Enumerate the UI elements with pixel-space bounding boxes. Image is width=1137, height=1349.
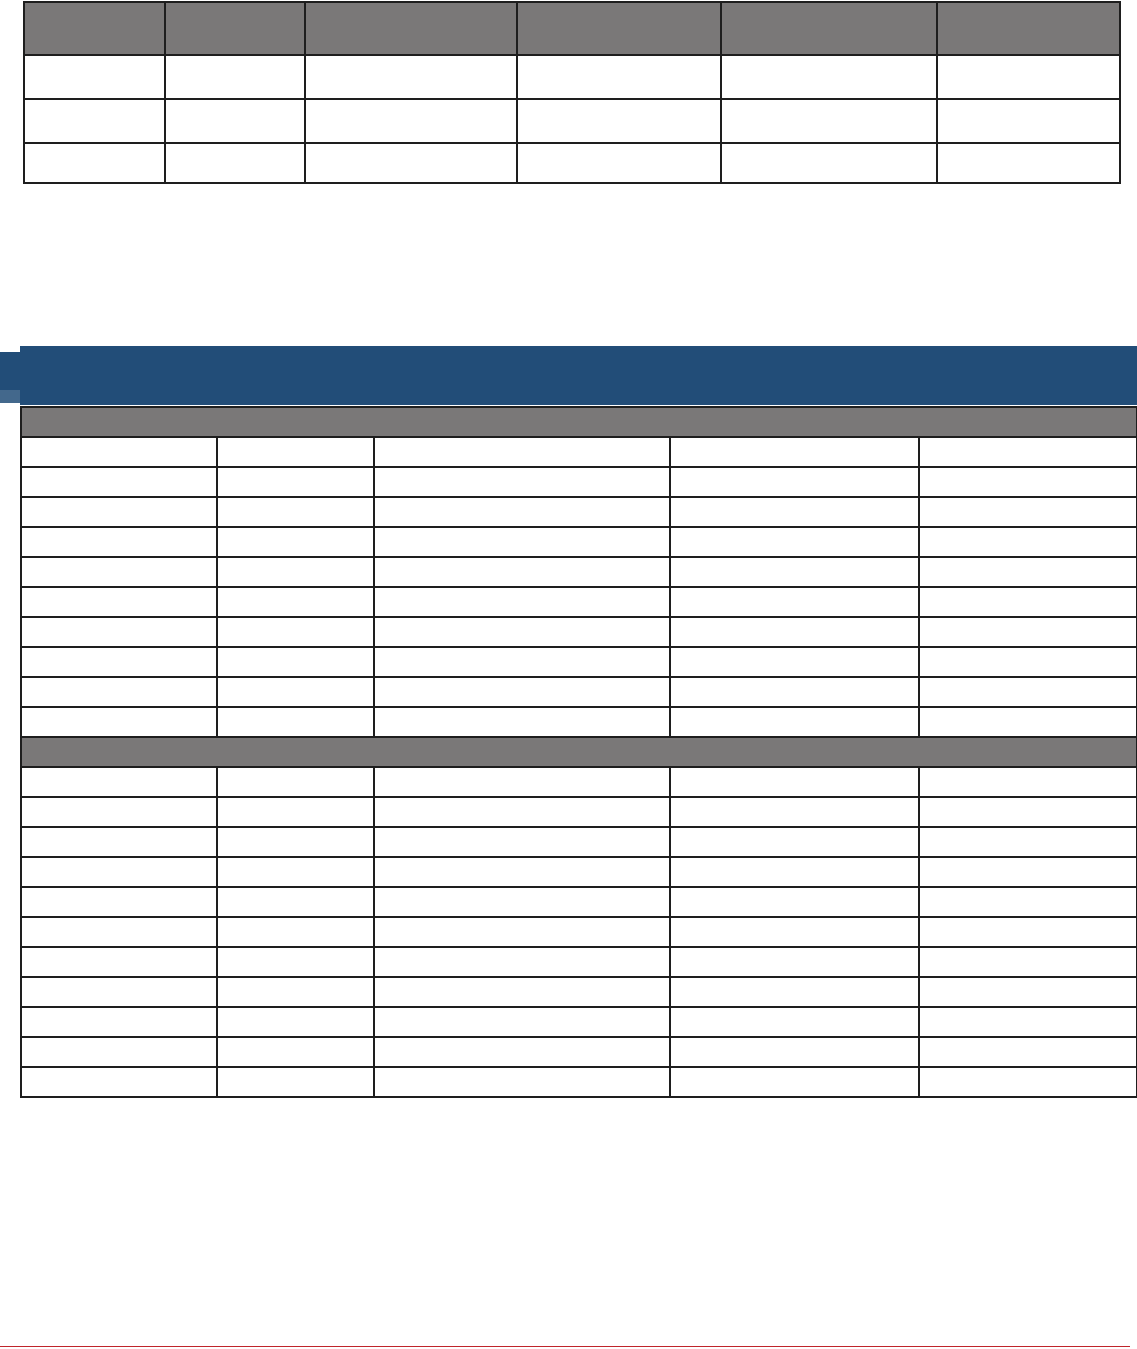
detail-table-cell (21, 857, 217, 887)
summary-table (23, 1, 1121, 184)
detail-table-cell (670, 707, 919, 737)
summary-table-cell (721, 99, 937, 143)
summary-header-cell (165, 2, 305, 55)
detail-table-cell (919, 557, 1137, 587)
detail-table-cell (919, 887, 1137, 917)
summary-header-cell (721, 2, 937, 55)
detail-table-cell (217, 587, 374, 617)
detail-table-cell (670, 557, 919, 587)
detail-table-cell (670, 827, 919, 857)
summary-table-cell (721, 143, 937, 183)
detail-table-row (21, 1037, 1137, 1067)
summary-table-cell (517, 99, 721, 143)
summary-table-cell (24, 143, 165, 183)
detail-table-cell (217, 557, 374, 587)
summary-table-cell (937, 99, 1120, 143)
banner-tab (0, 352, 20, 390)
summary-table-row (24, 99, 1120, 143)
detail-table-cell (374, 437, 670, 467)
summary-table-cell (24, 99, 165, 143)
summary-table-row (24, 143, 1120, 183)
detail-table-cell (919, 767, 1137, 797)
detail-table-cell (670, 917, 919, 947)
detail-table-cell (21, 527, 217, 557)
detail-table-cell (670, 1067, 919, 1097)
detail-table-row (21, 977, 1137, 1007)
summary-table-cell (165, 99, 305, 143)
detail-table-row (21, 437, 1137, 467)
detail-table-row (21, 797, 1137, 827)
detail-table-cell (217, 1037, 374, 1067)
detail-table-cell (374, 557, 670, 587)
detail-table-cell (374, 827, 670, 857)
detail-table-cell (21, 1037, 217, 1067)
detail-table-cell (374, 527, 670, 557)
detail-table-row (21, 527, 1137, 557)
detail-table-cell (670, 767, 919, 797)
detail-table-cell (217, 977, 374, 1007)
detail-table-cell (21, 437, 217, 467)
detail-table-cell (374, 587, 670, 617)
detail-table-cell (919, 827, 1137, 857)
detail-table-cell (374, 497, 670, 527)
detail-table-cell (217, 677, 374, 707)
detail-table-cell (374, 1007, 670, 1037)
summary-table-header-row (24, 2, 1120, 55)
detail-table-cell (217, 617, 374, 647)
detail-table-row (21, 707, 1137, 737)
detail-table-cell (217, 917, 374, 947)
detail-table-cell (217, 797, 374, 827)
summary-header-cell (305, 2, 517, 55)
detail-table-row (21, 497, 1137, 527)
detail-table-cell (217, 437, 374, 467)
detail-table-row (21, 617, 1137, 647)
detail-table-cell (670, 587, 919, 617)
detail-table-cell (670, 617, 919, 647)
detail-table-cell (919, 647, 1137, 677)
detail-table-cell (670, 797, 919, 827)
detail-table-cell (21, 497, 217, 527)
detail-table-cell (374, 887, 670, 917)
detail-table-cell (919, 497, 1137, 527)
detail-table-cell (21, 647, 217, 677)
detail-table-cell (21, 707, 217, 737)
detail-table-row (21, 857, 1137, 887)
detail-group-header-row (21, 737, 1137, 767)
detail-table-cell (217, 1007, 374, 1037)
summary-table-cell (721, 55, 937, 99)
detail-table-row (21, 557, 1137, 587)
detail-table-cell (217, 947, 374, 977)
summary-table-cell (937, 55, 1120, 99)
detail-table-row (21, 467, 1137, 497)
detail-table-cell (217, 1067, 374, 1097)
detail-table-cell (919, 1037, 1137, 1067)
detail-table-cell (21, 1007, 217, 1037)
detail-group-header (21, 407, 1137, 437)
detail-table-cell (374, 857, 670, 887)
detail-table-cell (374, 467, 670, 497)
detail-table-cell (919, 677, 1137, 707)
detail-table-cell (21, 797, 217, 827)
detail-table-cell (670, 647, 919, 677)
summary-table-cell (305, 143, 517, 183)
detail-table-cell (374, 947, 670, 977)
detail-table-cell (670, 977, 919, 1007)
detail-table-cell (217, 527, 374, 557)
summary-table-cell (305, 55, 517, 99)
detail-table-row (21, 767, 1137, 797)
detail-table (20, 406, 1137, 1098)
detail-table-cell (374, 797, 670, 827)
detail-table-cell (670, 527, 919, 557)
detail-table-row (21, 1007, 1137, 1037)
detail-table-cell (374, 917, 670, 947)
detail-table-row (21, 917, 1137, 947)
banner-notch (0, 390, 20, 403)
detail-table-cell (374, 617, 670, 647)
detail-group-header (21, 737, 1137, 767)
detail-table-cell (374, 767, 670, 797)
detail-table-cell (21, 587, 217, 617)
summary-table-cell (305, 99, 517, 143)
detail-table-cell (217, 827, 374, 857)
detail-table-cell (217, 647, 374, 677)
detail-table-cell (217, 707, 374, 737)
detail-table-cell (670, 857, 919, 887)
section-banner (20, 346, 1137, 405)
summary-table-cell (165, 55, 305, 99)
summary-table-cell (24, 55, 165, 99)
detail-table-cell (670, 677, 919, 707)
detail-table-cell (919, 947, 1137, 977)
detail-table-cell (374, 1067, 670, 1097)
detail-table-cell (919, 857, 1137, 887)
detail-table-cell (919, 587, 1137, 617)
detail-table-cell (217, 857, 374, 887)
detail-table-cell (21, 767, 217, 797)
detail-table-row (21, 947, 1137, 977)
summary-table-cell (517, 143, 721, 183)
detail-table-cell (21, 917, 217, 947)
detail-table-row (21, 647, 1137, 677)
detail-table-row (21, 887, 1137, 917)
summary-header-cell (937, 2, 1120, 55)
detail-table-cell (374, 977, 670, 1007)
detail-table-cell (374, 1037, 670, 1067)
detail-table-cell (374, 647, 670, 677)
detail-table-row (21, 827, 1137, 857)
detail-table-row (21, 587, 1137, 617)
detail-table-cell (670, 497, 919, 527)
detail-table-cell (21, 557, 217, 587)
detail-table-cell (21, 977, 217, 1007)
summary-table-row (24, 55, 1120, 99)
detail-table-cell (670, 1037, 919, 1067)
summary-table-cell (165, 143, 305, 183)
detail-table-cell (919, 707, 1137, 737)
detail-table-row (21, 677, 1137, 707)
detail-table-cell (374, 677, 670, 707)
summary-header-cell (24, 2, 165, 55)
detail-table-cell (21, 1067, 217, 1097)
detail-table-cell (919, 1007, 1137, 1037)
detail-table-cell (21, 617, 217, 647)
summary-header-cell (517, 2, 721, 55)
detail-table-cell (217, 887, 374, 917)
detail-table-cell (374, 707, 670, 737)
detail-table-row (21, 1067, 1137, 1097)
detail-table-cell (670, 1007, 919, 1037)
detail-table-cell (670, 947, 919, 977)
detail-table-cell (21, 677, 217, 707)
detail-table-cell (919, 977, 1137, 1007)
detail-table-cell (670, 887, 919, 917)
detail-table-cell (217, 497, 374, 527)
detail-table-cell (919, 467, 1137, 497)
detail-table-cell (21, 947, 217, 977)
detail-table-cell (919, 527, 1137, 557)
detail-group-header-row (21, 407, 1137, 437)
detail-table-cell (919, 917, 1137, 947)
detail-table-cell (670, 437, 919, 467)
detail-table-cell (919, 617, 1137, 647)
footer-rule (0, 1346, 1130, 1347)
detail-table-cell (217, 467, 374, 497)
detail-table-cell (21, 887, 217, 917)
summary-table-cell (517, 55, 721, 99)
detail-table-cell (919, 437, 1137, 467)
detail-table-cell (919, 1067, 1137, 1097)
detail-table-cell (670, 467, 919, 497)
detail-table-cell (217, 767, 374, 797)
detail-table-cell (919, 797, 1137, 827)
detail-table-cell (21, 827, 217, 857)
summary-table-cell (937, 143, 1120, 183)
detail-table-cell (21, 467, 217, 497)
